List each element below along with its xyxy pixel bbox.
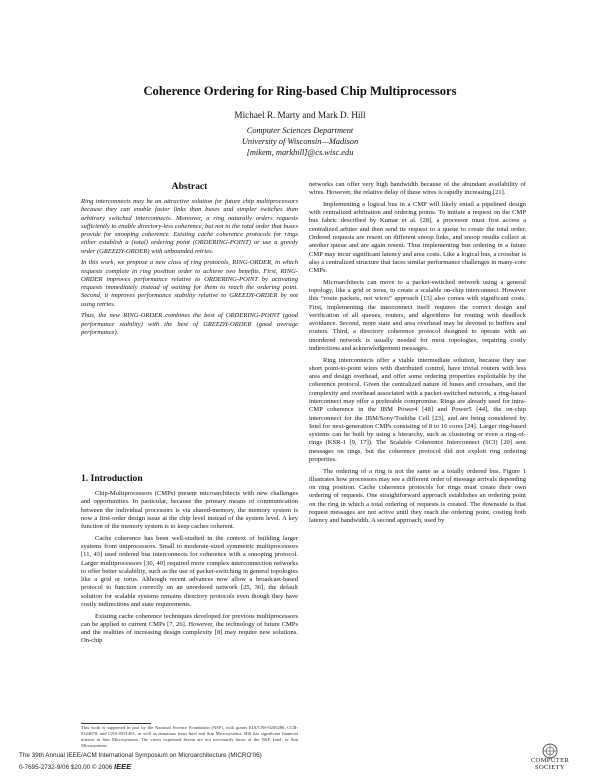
intro-paragraph: Cache coherence has been well-studied in the context of building larger systems from uniprocessors. Small to moderate-sized symmetric multiprocessors [11, 43] used ordered bus interconnects for coherence with a snooping protocol. Larger multiprocessors [30, 40] required more complex interconnection networks to offer better scalability, such as the use of packet-switching in general topologies like a grid or torus. Although recent advances now allow a broadcast-based protocol to function correctly on an unordered network [25, 36], the default solution for scalable systems remains directory protocols even though they have costly indirections and state requirements. bbox=[81, 534, 298, 609]
abstract-paragraph: In this work, we propose a new class of ring protocols, RING-ORDER, in which requests complete in ring position order to achieve two benefits. First, RING-ORDER improves performance relative to ORDERING-POINT by activating requests immediately instead of waiting for them to reach the ordering point. Second, it improves performance stability relative to GREEDY-ORDER by not using retries. bbox=[81, 259, 298, 308]
funding-footnote: This work is supported in part by the National Science Foundation (NSF), with grants EIA/CNS-0205286, CCR-0324878, and CNS-0551401, as well as donations from Intel and Sun Microsystems. Hill has significant financial interest in Sun Microsystems. The views expressed herein are not necessarily those of the NSF, Intel, or Sun Microsystems. bbox=[81, 725, 298, 748]
intro-paragraph: Existing cache coherence techniques developed for previous multiprocessors can be applied to current CMPs [7, 26]. However, the technology of future CMPs and the realities of increasing design complexity [8] may require new solutions. On-chip bbox=[81, 612, 298, 645]
right-paragraph: Implementing a logical bus in a CMP will likely entail a pipelined design with centralized arbitration and ordering points. To initiate a request on the CMP bus fabric described by Kumar et al. [28], a processor must first access a centralized arbiter and then send its request to a queue to create the total order. Ordered requests are resent on different snoop links, and snoop results collect at another queue and are again resent. Thus implementing bus ordering in a future CMP may incur significant latency and area costs. Like a logical bus, a crossbar is also a centralized structure that faces similar performance challenges in many-core CMPs. bbox=[309, 200, 526, 275]
right-paragraph: networks can offer very high bandwidth because of the abundant availability of wires. However, the relative delay of these wires is rapidly increasing [21]. bbox=[309, 181, 526, 197]
right-paragraph: Ring interconnects offer a viable intermediate solution, because they use short point-to-point wires with distributed control, have trivial routers with less area and design overhead, and offer some ordering properties exploitable by the coherence protocol. Given the centralized nature of buses and crossbars, and the complexity and overhead associated with a packet-switched network, a ring-based interconnect may offer a preferable compromise. Rings are already used for intra-CMP coherence in the IBM Power4 [48] and Power5 [44], the on-chip interconnect for the IBM/Sony/Toshiba Cell [23], and are being considered by Intel for next-generation CMPs consisting of 8 to 16 cores [24]. Larger ring-based systems can be built by using a hierarchy, such as clustering or even a ring-of-rings (KSR-1 [9, 17]). The Scalable Coherence Interconnect (SCI) [20] sent messages on rings, but the coherence protocol did not exploit ring ordering properties. bbox=[309, 356, 526, 464]
affiliation-university: University of Wisconsin—Madison bbox=[241, 137, 359, 146]
isbn-line bbox=[19, 762, 131, 771]
abstract-paragraph: Ring interconnects may be an attractive solution for future chip multiprocessors because they can enable faster links than buses and simpler switches than arbitrary switched interconnects. Moreover, a ring naturally orders requests sufficiently to enable directory-less coherence, but not in the total order that buses provide for snooping coherence. Existing cache coherence protocols for rings either establish a (total) ordering point (ORDERING-POINT) or use a greedy order (GREEDY-ORDER) with unbounded retries. bbox=[81, 198, 298, 255]
introduction-heading: 1. Introduction bbox=[81, 473, 143, 484]
footnote-rule bbox=[81, 723, 151, 724]
ieee-logo: IEEE bbox=[113, 762, 132, 771]
abstract-body bbox=[81, 198, 298, 337]
right-paragraph: Microarchitects can move to a packet-switched network using a general topology, like a grid or torus, to create a scalable on-chip interconnect. However this “route packets, not wires” approach [13] also comes with significant costs. First, implementing the interconnect itself requires the correct design and verification of all queues, routers, and algorithms for routing with deadlock avoidance. Second, more state and area overhead may be devoted to buffers and routers. Third, a directory coherence protocol designed to operate with an unordered network is usually needed for most topologies, requiring costly indirections and acknowledgement messages. bbox=[309, 278, 526, 353]
abstract-paragraph: Thus, the new RING-ORDER combines the best of ORDERING-POINT (good performance stability) with the best of GREEDY-ORDER (good average performance). bbox=[81, 312, 298, 336]
isbn-price: 0-7695-2732-9/06 $20.00 © 2006 bbox=[19, 764, 113, 771]
abstract-heading: Abstract bbox=[171, 181, 208, 192]
affiliation-department: Computer Sciences Department bbox=[246, 126, 354, 135]
paper-title: Coherence Ordering for Ring-based Chip Multiprocessors bbox=[143, 84, 457, 98]
conference-line: The 39th Annual IEEE/ACM International Symposium on Microarchitecture (MICRO'06) bbox=[19, 752, 262, 759]
logo-text-computer: COMPUTER bbox=[530, 757, 570, 764]
paper-authors: Michael R. Marty and Mark D. Hill bbox=[234, 110, 366, 120]
right-column-body bbox=[309, 181, 526, 526]
logo-text-society: SOCIETY bbox=[535, 764, 565, 771]
computer-society-logo-text bbox=[516, 757, 584, 771]
right-paragraph: The ordering of a ring is not the same as a totally ordered bus. Figure 1 illustrates how processors may see a different order of message arrivals depending on ring position. Cache coherence protocols for rings must create their own ordering of requests. One straightforward approach establishes an ordering point on the ring in which a total ordering of requests is created. The downside is that request messages are not active until they reach the ordering point, costing both latency and bandwidth. A second approach, used by bbox=[309, 467, 526, 525]
intro-paragraph: Chip-Multiprocessors (CMPs) present microarchitects with new challenges and opportunities. In particular, because the primary means of communication between the individual processors is via shared-memory, the memory system is now a first-order design issue at the chip level instead of the system level. A key function of the memory system is to keep caches coherent. bbox=[81, 490, 298, 531]
affiliation-email: [mikem, markhill]@cs.wisc.edu bbox=[246, 148, 354, 157]
introduction-body bbox=[81, 490, 298, 646]
